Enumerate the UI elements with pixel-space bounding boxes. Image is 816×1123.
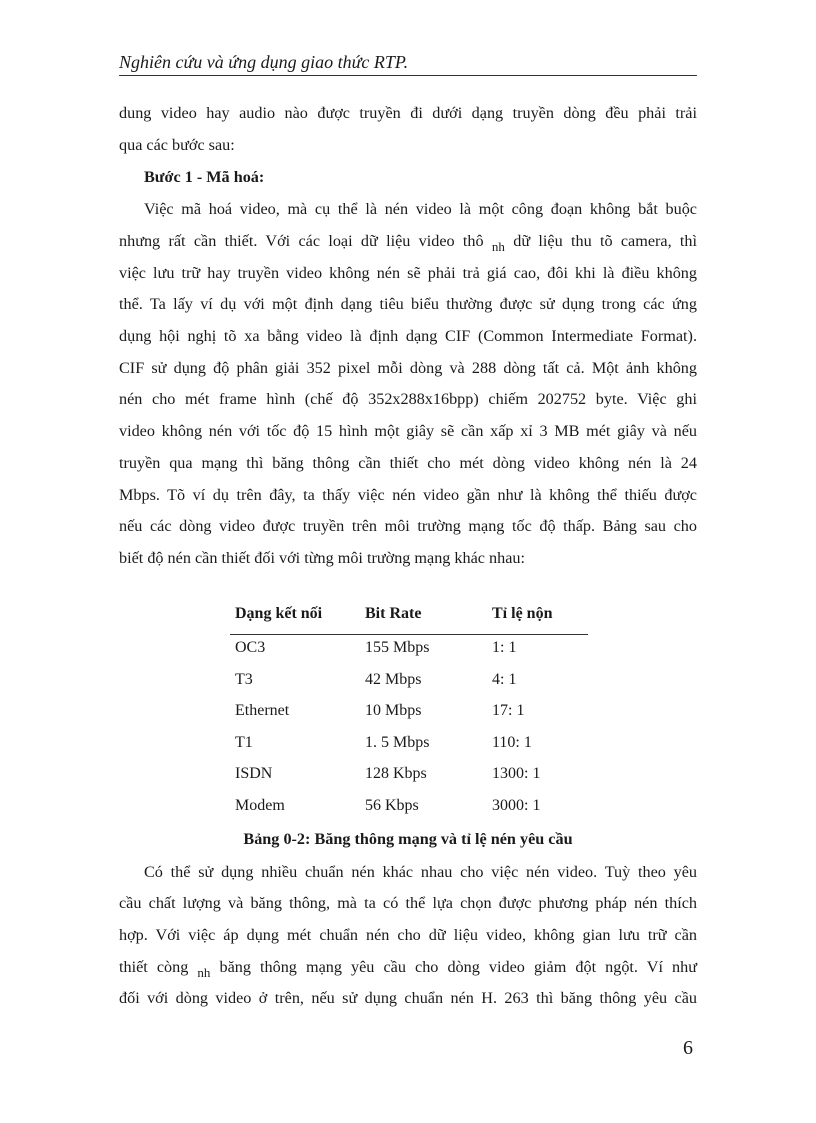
paragraph-line: hợp. Với việc áp dụng mét chuẩn nén cho dữ liệu video, không gian lưu trữ cần [119, 926, 697, 944]
paragraph-line: nếu các dòng video được truyền trên môi trường mạng tốc độ thấp. Bảng sau cho [119, 517, 697, 535]
paragraph-line: thể. Ta lấy ví dụ với một định dạng tiêu biểu thường được sử dụng trong các ứng [119, 295, 697, 313]
paragraph-line [119, 228, 697, 254]
paragraph-line: biết độ nén cần thiết đối với từng môi trường mạng khác nhau: [119, 549, 525, 567]
paragraph-line: qua các bước sau: [119, 136, 235, 154]
paragraph-line: Có thể sử dụng nhiều chuẩn nén khác nhau cho việc nén video. Tuỳ theo yêu [144, 863, 697, 881]
paragraph-line: CIF sử dụng độ phân giải 352 pixel mỗi dòng và 288 dòng tất cả. Một ảnh không [119, 359, 697, 377]
paragraph-line: dung video hay audio nào được truyền đi dưới dạng truyền dòng đều phải trải [119, 104, 697, 122]
table-cell: 1300: 1 [492, 765, 541, 782]
table-row [230, 731, 588, 755]
table-cell: 4: 1 [492, 671, 517, 688]
column-header: Dạng kết nối [235, 605, 323, 622]
step1-heading: Bước 1 - Mã hoá: [144, 168, 265, 186]
paragraph-line: cầu chất lượng và băng thông, mà ta có thể lựa chọn được phương pháp nén thích [119, 894, 697, 912]
table-cell: Ethernet [235, 702, 290, 719]
table-cell: 56 Kbps [365, 797, 419, 814]
table-cell: 1: 1 [492, 639, 517, 656]
subscript-fragment: nh [197, 965, 211, 980]
table-row [230, 668, 588, 692]
paragraph-line: Mbps. Tõ ví dụ trên đây, ta thấy việc nén video gần như là không thể thiếu được [119, 486, 697, 504]
table-cell: OC3 [235, 639, 266, 656]
text-span: nhưng rất cần thiết. Với các loại dữ liệu video thô [119, 232, 484, 250]
table-cell: T3 [235, 671, 253, 688]
paragraph-line: Việc mã hoá video, mà cụ thể là nén video là một công đoạn không bắt buộc [144, 200, 697, 218]
table-row [230, 636, 588, 660]
text-span: dữ liệu thu tõ camera, thì [513, 232, 698, 250]
table-cell: T1 [235, 734, 253, 751]
paragraph-line [119, 954, 697, 980]
table-cell: 155 Mbps [365, 639, 430, 656]
table-cell: 128 Kbps [365, 765, 427, 782]
text-span: thiết còng [119, 958, 189, 976]
paragraph-line: dụng hội nghị tõ xa bằng video là định dạng CIF (Common Intermediate Format). [119, 327, 697, 345]
page-number: 6 [683, 1037, 693, 1059]
column-header: Bit Rate [365, 605, 422, 622]
table-row [230, 762, 588, 786]
paragraph-line: truyền qua mạng thì băng thông cần thiết cho mét dòng video không nén là 24 [119, 454, 697, 472]
paragraph-line: nén cho mét frame hình (chế độ 352x288x16bpp) chiếm 202752 byte. Việc ghi [119, 390, 697, 408]
column-header: Tỉ lệ nộn [492, 605, 553, 622]
header-rule [230, 634, 588, 635]
table-cell: 3000: 1 [492, 797, 541, 814]
paragraph-line: video không nén với tốc độ 15 hình một giây sẽ cần xấp xỉ 3 MB mét giây và nếu [119, 422, 697, 440]
table-cell: 10 Mbps [365, 702, 422, 719]
page-header: Nghiên cứu và ứng dụng giao thức RTP. [119, 50, 697, 76]
text-span: băng thông mạng yêu cầu cho dòng video giảm đột ngột. Ví như [219, 958, 697, 976]
subscript-fragment: nh [491, 239, 505, 254]
paragraph-line: việc lưu trữ hay truyền video không nén sẽ phải trả giá cao, đôi khi là điều không [119, 264, 697, 282]
table-cell: 42 Mbps [365, 671, 422, 688]
table-cell: 110: 1 [492, 734, 532, 751]
paragraph-line: đối với dòng video ở trên, nếu sử dụng chuẩn nén H. 263 thì băng thông yêu cầu [119, 989, 697, 1007]
table-cell: 17: 1 [492, 702, 525, 719]
table-cell: Modem [235, 797, 285, 814]
table-row [230, 794, 588, 818]
table-header-row [230, 602, 588, 626]
table-cell: ISDN [235, 765, 273, 782]
table-cell: 1. 5 Mbps [365, 734, 430, 751]
table-row [230, 699, 588, 723]
table-caption: Bảng 0-2: Băng thông mạng và tỉ lệ nén yêu cầu [243, 830, 573, 848]
